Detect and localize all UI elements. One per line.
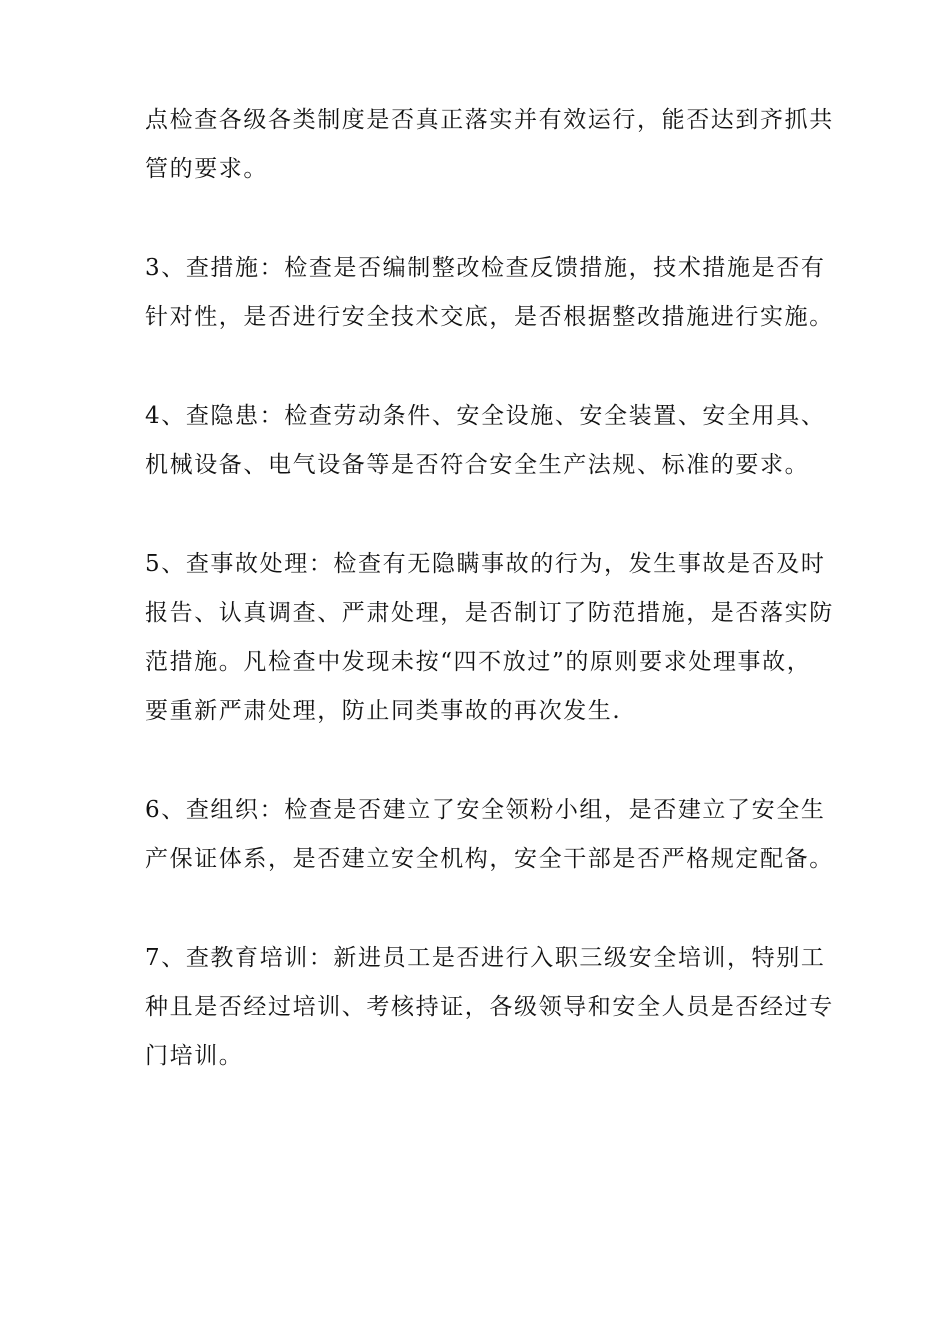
paragraph-measures-check xyxy=(145,244,834,342)
text-line: 点检查各级各类制度是否真正落实并有效运行，能否达到齐抓共 xyxy=(145,107,834,133)
text-line: 报告、认真调查、严肃处理，是否制订了防范措施，是否落实防 xyxy=(145,600,834,626)
text-line: 门培训。 xyxy=(145,1043,244,1069)
paragraph-accident-handling-check xyxy=(145,540,834,736)
document-body xyxy=(145,96,834,1131)
paragraph-system-check xyxy=(145,96,834,194)
text-line: 5、查事故处理：检查有无隐瞒事故的行为，发生事故是否及时 xyxy=(145,551,826,577)
text-line: 管的要求。 xyxy=(145,156,268,182)
paragraph-organization-check xyxy=(145,786,834,884)
text-line: 针对性，是否进行安全技术交底，是否根据整改措施进行实施。 xyxy=(145,304,834,330)
text-line: 7、查教育培训：新进员工是否进行入职三级安全培训，特别工 xyxy=(145,945,826,971)
text-line: 种且是否经过培训、考核持证，各级领导和安全人员是否经过专 xyxy=(145,994,834,1020)
text-line: 范措施。凡检查中发现未按“四不放过”的原则要求处理事故， xyxy=(145,649,812,675)
paragraph-hazards-check xyxy=(145,392,825,490)
text-line: 机械设备、电气设备等是否符合安全生产法规、标准的要求。 xyxy=(145,452,810,478)
text-line: 3、查措施：检查是否编制整改检查反馈措施，技术措施是否有 xyxy=(145,255,826,281)
text-line: 产保证体系，是否建立安全机构，安全干部是否严格规定配备。 xyxy=(145,846,834,872)
text-line: 要重新严肃处理，防止同类事故的再次发生. xyxy=(145,698,622,724)
paragraph-training-check xyxy=(145,934,834,1081)
text-line: 6、查组织：检查是否建立了安全领粉小组，是否建立了安全生 xyxy=(145,797,826,823)
text-line: 4、查隐患：检查劳动条件、安全设施、安全装置、安全用具、 xyxy=(145,403,826,429)
